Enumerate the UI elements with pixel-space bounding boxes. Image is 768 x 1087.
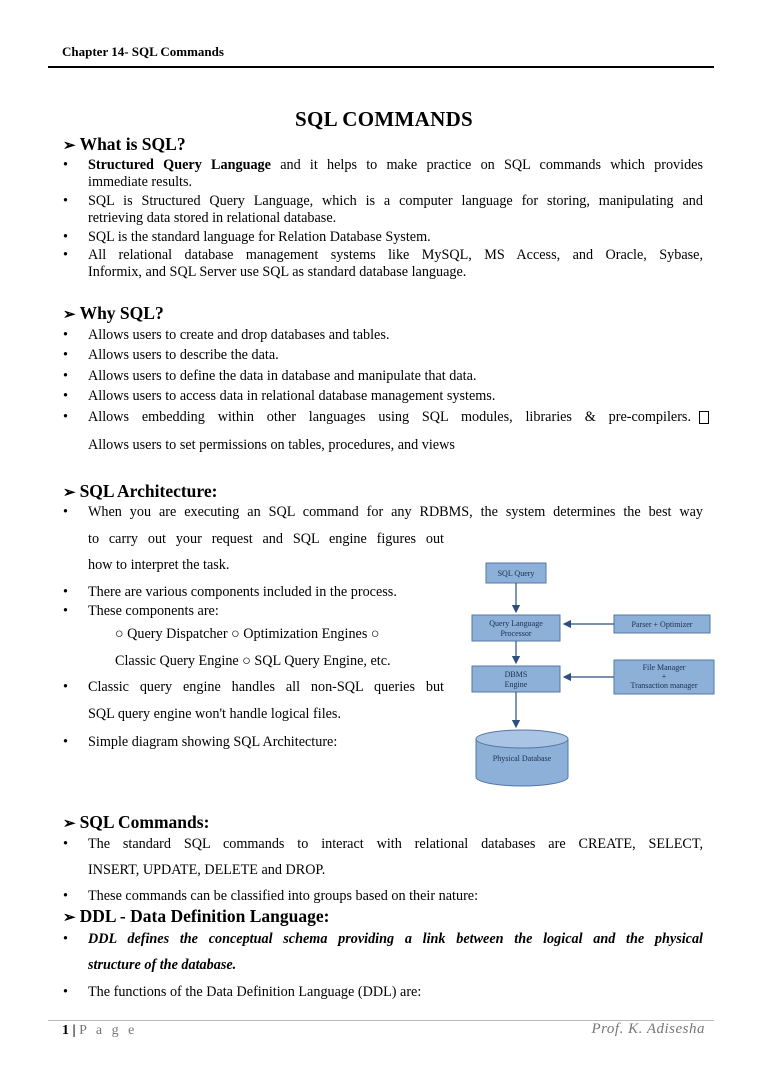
bullet: • bbox=[63, 368, 68, 384]
sql-architecture-diagram bbox=[470, 557, 716, 797]
ddl-b1-line2: structure of the database. bbox=[88, 957, 237, 973]
arch-b4-line2: SQL query engine won't handle logical files. bbox=[88, 706, 342, 722]
page-number: 1 | P a g e bbox=[62, 1023, 138, 1038]
why-b5-line1: Allows embedding within other languages using SQL modules, libraries & pre-compilers. bbox=[88, 409, 691, 425]
why-b2: Allows users to describe the data. bbox=[88, 347, 279, 363]
arch-b5: Simple diagram showing SQL Architecture: bbox=[88, 734, 338, 750]
commands-b1-line2: INSERT, UPDATE, DELETE and DROP. bbox=[88, 862, 326, 878]
arch-b1-line3: how to interpret the task. bbox=[88, 557, 230, 573]
arrow-icon: ➢ bbox=[63, 910, 76, 926]
arch-sub-line1: ○ Query Dispatcher ○ Optimization Engines ○ bbox=[115, 626, 380, 642]
heading-sql-commands: ➢ SQL Commands: bbox=[63, 812, 210, 832]
bullet: • bbox=[63, 931, 68, 947]
bullet: • bbox=[63, 229, 68, 245]
what-b4-line2: Informix, and SQL Server use SQL as standard database language. bbox=[88, 264, 467, 280]
commands-b1-line1: The standard SQL commands to interact with relational databases are CREATE, SELECT, bbox=[88, 836, 703, 852]
sql-query-label: SQL Query bbox=[497, 569, 535, 578]
bullet: • bbox=[63, 734, 68, 750]
why-b5-line2: Allows users to set permissions on tables, procedures, and views bbox=[88, 437, 455, 453]
bullet: • bbox=[63, 984, 68, 1000]
file-manager-label-2: + bbox=[661, 672, 667, 681]
arch-b1-line2: to carry out your request and SQL engine figures out bbox=[88, 531, 444, 547]
bullet: • bbox=[63, 504, 68, 520]
bullet: • bbox=[63, 157, 68, 173]
physical-database-label: Physical Database bbox=[492, 754, 552, 763]
bullet: • bbox=[63, 679, 68, 695]
heading-sql-architecture: ➢ SQL Architecture: bbox=[63, 481, 218, 501]
ddl-b2: The functions of the Data Definition Language (DDL) are: bbox=[88, 984, 422, 1000]
bullet: • bbox=[63, 193, 68, 209]
why-b3: Allows users to define the data in database and manipulate that data. bbox=[88, 368, 477, 384]
arrow-icon: ➢ bbox=[63, 138, 76, 154]
dbms-engine-label-2: Engine bbox=[504, 680, 528, 689]
bullet: • bbox=[63, 603, 68, 619]
bullet: • bbox=[63, 836, 68, 852]
parser-optimizer-label: Parser + Optimizer bbox=[631, 620, 693, 629]
heading-what-is-sql: ➢ What is SQL? bbox=[63, 134, 186, 154]
bullet: • bbox=[63, 409, 68, 425]
why-b1: Allows users to create and drop databases and tables. bbox=[88, 327, 390, 343]
what-b3: SQL is the standard language for Relation Database System. bbox=[88, 229, 431, 245]
what-b2-line1: SQL is Structured Query Language, which is a computer language for storing, manipulating and bbox=[88, 193, 703, 209]
dbms-engine-label-1: DBMS bbox=[504, 670, 528, 679]
arrow-icon: ➢ bbox=[63, 307, 76, 323]
what-b1-line1: Structured Query Language and it helps to make practice on SQL commands which provides bbox=[88, 157, 703, 173]
what-b2-line2: retrieving data stored in relational database. bbox=[88, 210, 337, 226]
heading-why-sql: ➢ Why SQL? bbox=[63, 303, 164, 323]
arch-b1-line1: When you are executing an SQL command for any RDBMS, the system determines the best way bbox=[88, 504, 703, 520]
arch-b4-line1: Classic query engine handles all non-SQL queries but bbox=[88, 679, 444, 695]
commands-b2: These commands can be classified into groups based on their nature: bbox=[88, 888, 479, 904]
query-processor-label-1: Query Language bbox=[489, 619, 543, 628]
bullet: • bbox=[63, 584, 68, 600]
header-rule bbox=[48, 66, 714, 68]
arrow-icon: ➢ bbox=[63, 816, 76, 832]
arrow-icon: ➢ bbox=[63, 485, 76, 501]
bullet: • bbox=[63, 888, 68, 904]
bullet: • bbox=[63, 247, 68, 263]
why-b4: Allows users to access data in relational database management systems. bbox=[88, 388, 496, 404]
ddl-b1-line1: DDL defines the conceptual schema providing a link between the logical and the physical bbox=[88, 931, 703, 947]
bullet: • bbox=[63, 327, 68, 343]
heading-ddl: ➢ DDL - Data Definition Language: bbox=[63, 906, 330, 926]
file-manager-label-1: File Manager bbox=[642, 663, 686, 672]
bullet: • bbox=[63, 347, 68, 363]
physical-database-top bbox=[476, 730, 568, 748]
page-title: SQL COMMANDS bbox=[294, 107, 474, 131]
arch-b3: These components are: bbox=[88, 603, 219, 619]
bullet: • bbox=[63, 388, 68, 404]
query-processor-label-2: Processor bbox=[500, 629, 532, 638]
arch-b2: There are various components included in the process. bbox=[88, 584, 397, 600]
file-manager-label-3: Transaction manager bbox=[630, 681, 698, 690]
missing-glyph-icon bbox=[699, 411, 709, 424]
what-b4-line1: All relational database management systems like MySQL, MS Access, and Oracle, Sybase, bbox=[88, 247, 703, 263]
arch-sub-line2: Classic Query Engine ○ SQL Query Engine, etc. bbox=[115, 653, 391, 669]
author-name: Prof. K. Adisesha bbox=[591, 1021, 705, 1037]
what-b1-line2: immediate results. bbox=[88, 174, 193, 190]
page-header: Chapter 14- SQL Commands bbox=[62, 44, 224, 59]
